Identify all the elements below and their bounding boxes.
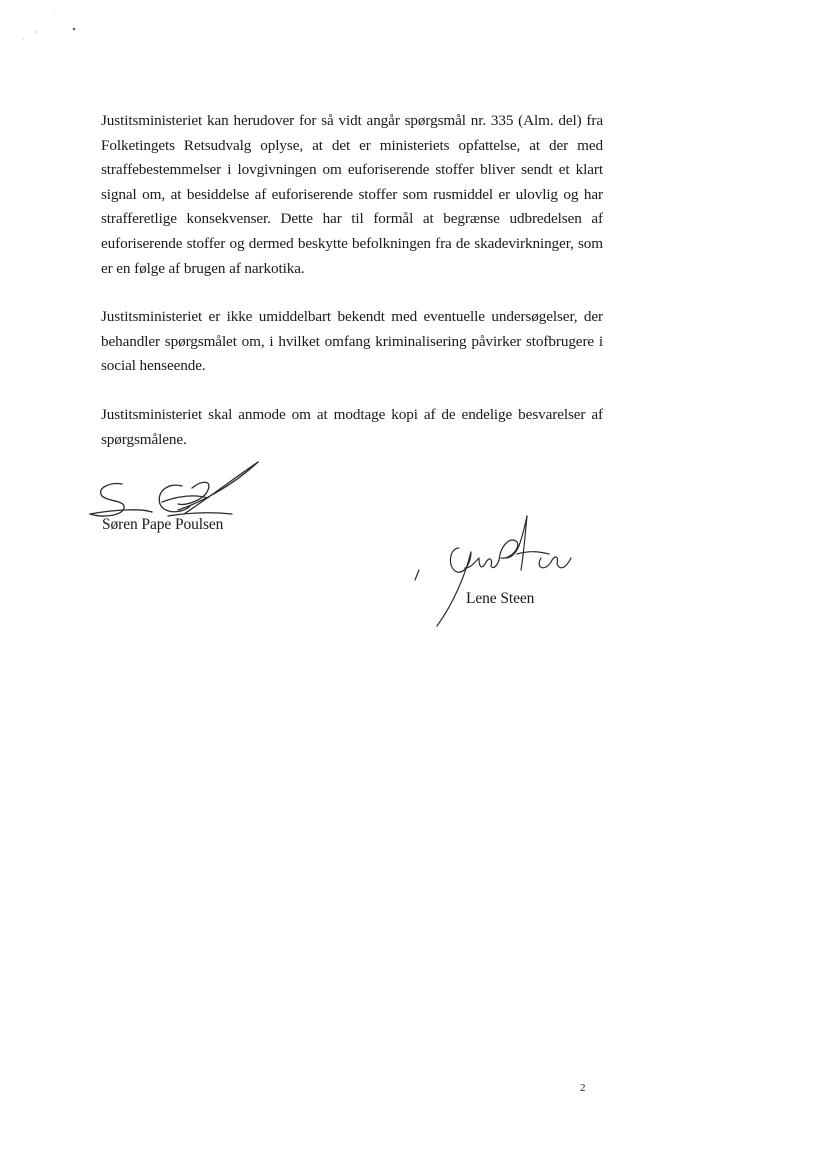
page-number: 2: [580, 1082, 586, 1094]
scan-specks: [0, 0, 90, 50]
paragraph-studies: Justitsministeriet er ikke umiddelbart bekendt med eventuelle undersøgelser, der behandler spørgsmålet om, i hvilket omfang kriminalisering påvirker stofbrugere i social henseende.: [101, 308, 603, 375]
letter-body: [101, 109, 603, 476]
paragraph-answer-335: Justitsministeriet kan herudover for så vidt angår spørgsmål nr. 335 (Alm. del) fra Folketingets Retsudvalg oplyse, at det er ministeriets opfattelse, at der med straffebestemmelser i lovgivningen om euforiserende stoffer bliver sendt et klart signal om, at besiddelse af euforiserende stoffer som rusmiddel er ulovlig og har strafferetlige konsekvenser. Dette har til formål at begrænse udbredelsen af euforiserende stoffer og dermed beskytte befolkningen fra de skadevirkninger, som er en følge af brugen af narkotika.: [101, 112, 603, 277]
signer-name-second: Lene Steen: [466, 590, 535, 607]
paragraph-request-copy: Justitsministeriet skal anmode om at modtage kopi af de endelige besvarelser af spørgsmålene.: [101, 405, 603, 448]
signature-lene-steen: [405, 508, 605, 633]
signer-name-first: Søren Pape Poulsen: [102, 516, 224, 533]
